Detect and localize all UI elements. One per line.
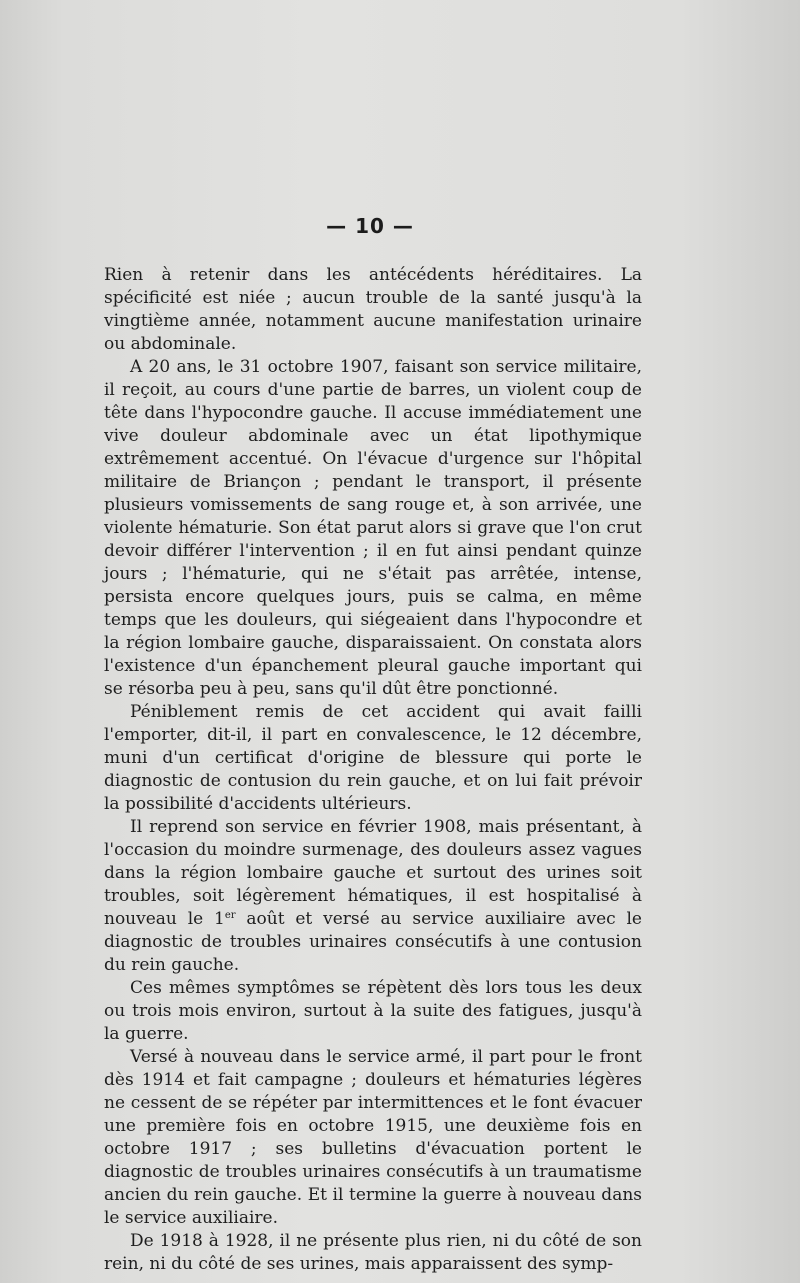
paragraph-4: [104, 816, 642, 977]
paragraph-3: Péniblement remis de cet accident qui avait failli l'emporter, dit-il, il part en convalescence, le 12 décembre, muni d'un certificat d'origine de blessure qui porte le diagnostic de contusion du rein gauche, et on lui fait prévoir la possibilité d'accidents ultérieurs.: [104, 702, 642, 814]
paragraph-2: A 20 ans, le 31 octobre 1907, faisant son service militaire, il reçoit, au cours d'une partie de barres, un violent coup de tête dans l'hypocondre gauche. Il accuse immédiatement une vive douleur abdominale avec un état lipothymique extrêmement accentué. On l'évacue d'urgence sur l'hôpital militaire de Briançon ; pendant le transport, il présente plusieurs vomissements de sang rouge et, à son arrivée, une violente hématurie. Son état parut alors si grave que l'on crut devoir différer l'intervention ; il en fut ainsi pendant quinze jours ; l'hématurie, qui ne s'était pas arrêtée, intense, persista encore quelques jours, puis se calma, en même temps que les douleurs, qui siégeaient dans l'hypocondre et la région lombaire gauche, disparaissaient. On constata alors l'existence d'un épanchement pleural gauche important qui se résorba peu à peu, sans qu'il dût être ponctionné.: [104, 357, 642, 699]
body-text: [104, 264, 642, 1276]
paragraph-6: Versé à nouveau dans le service armé, il part pour le front dès 1914 et fait campagne ; douleurs et hématuries légères ne cessent de se répéter par intermittences et le font évacuer une première fois en octobre 1915, une deuxième fois en octobre 1917 ; ses bulletins d'évacuation portent le diagnostic de troubles urinaires consécutifs à un traumatisme ancien du rein gauche. Et il termine la guerre à nouveau dans le service auxiliaire.: [104, 1047, 642, 1228]
ordinal-superscript: er: [224, 910, 236, 921]
paragraph-1: Rien à retenir dans les antécédents héréditaires. La spécificité est niée ; aucun trouble de la santé jusqu'à la vingtième année, notamment aucune manifestation urinaire ou abdominale.: [104, 265, 642, 354]
page-number: — 10 —: [326, 214, 414, 238]
paragraph-5: Ces mêmes symptômes se répètent dès lors tous les deux ou trois mois environ, surtout à la suite des fatigues, jusqu'à la guerre.: [104, 978, 642, 1044]
paragraph-4-text-after: août et versé au service auxiliaire avec le diagnostic de troubles urinaires consécutifs à une contusion du rein gauche.: [104, 909, 642, 975]
paragraph-4-text-before: Il reprend son service en février 1908, mais présentant, à l'occasion du moindre surmenage, des douleurs assez vagues dans la région lombaire gauche et surtout des urines soit troubles, soit légèrement hématiques, il est hospitalisé à nouveau le 1: [104, 817, 642, 929]
paragraph-7: De 1918 à 1928, il ne présente plus rien, ni du côté de son rein, ni du côté de ses urines, mais apparaissent des symp-: [104, 1231, 642, 1274]
